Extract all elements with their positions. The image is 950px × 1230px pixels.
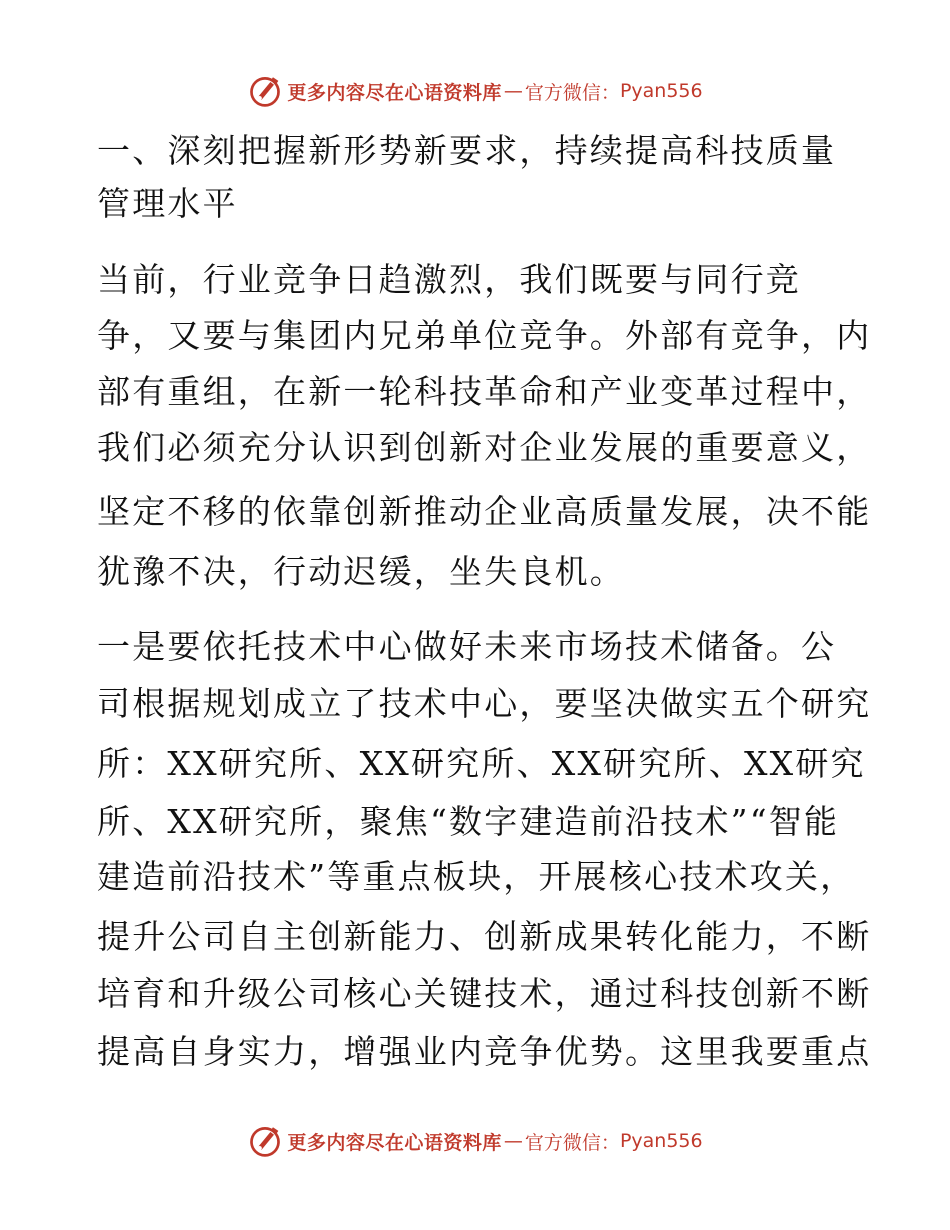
logo-icon [247, 73, 283, 109]
banner-dash: — [503, 80, 523, 102]
wechat-id: Pyan556 [619, 1130, 703, 1152]
logo-icon [247, 1123, 283, 1159]
document-body [0, 122, 950, 1107]
banner-dash: — [503, 1130, 523, 1152]
paragraph-line: 当前，行业竞争日趋激烈，我们既要与同行竞 [97, 260, 801, 299]
paragraph-line: 我们必须充分认识到创新对企业发展的重要意义， [97, 428, 872, 467]
paragraph-line: 培育和升级公司核心关键技术，通过科技创新不断 [97, 974, 872, 1013]
promo-text: 更多内容尽在心语资料库 [287, 81, 502, 104]
paragraph-line: 司根据规划成立了技术中心，要坚决做实五个研究 [97, 684, 872, 723]
heading-line: 一、深刻把握新形势新要求，持续提高科技质量 [97, 131, 837, 170]
paragraph-line: 提高自身实力，增强业内竞争优势。这里我要重点 [97, 1032, 872, 1071]
official-label: 官方微信： [524, 81, 620, 104]
paragraph-line: 所、XX研究所，聚焦“数字建造前沿技术”“智能 [97, 802, 840, 841]
official-label: 官方微信： [524, 1131, 620, 1154]
paragraph-line: 争，又要与集团内兄弟单位竞争。外部有竞争，内 [97, 316, 872, 355]
footer-banner [0, 1121, 950, 1161]
paragraph-line: 坚定不移的依靠创新推动企业高质量发展，决不能 [97, 492, 872, 531]
paragraph-line: 所：XX研究所、XX研究所、XX研究所、XX研究 [97, 744, 866, 783]
header-banner [0, 71, 950, 111]
wechat-id: Pyan556 [619, 80, 703, 102]
promo-text: 更多内容尽在心语资料库 [287, 1131, 502, 1154]
paragraph-line: 建造前沿技术”等重点板块，开展核心技术攻关， [97, 857, 856, 896]
paragraph-line: 犹豫不决，行动迟缓，坐失良机。 [97, 552, 625, 591]
paragraph-line: 一是要依托技术中心做好未来市场技术储备。公 [97, 627, 837, 666]
paragraph-line: 提升公司自主创新能力、创新成果转化能力，不断 [97, 917, 872, 956]
paragraph-line: 部有重组，在新一轮科技革命和产业变革过程中， [97, 372, 872, 411]
heading-line: 管理水平 [97, 184, 238, 223]
